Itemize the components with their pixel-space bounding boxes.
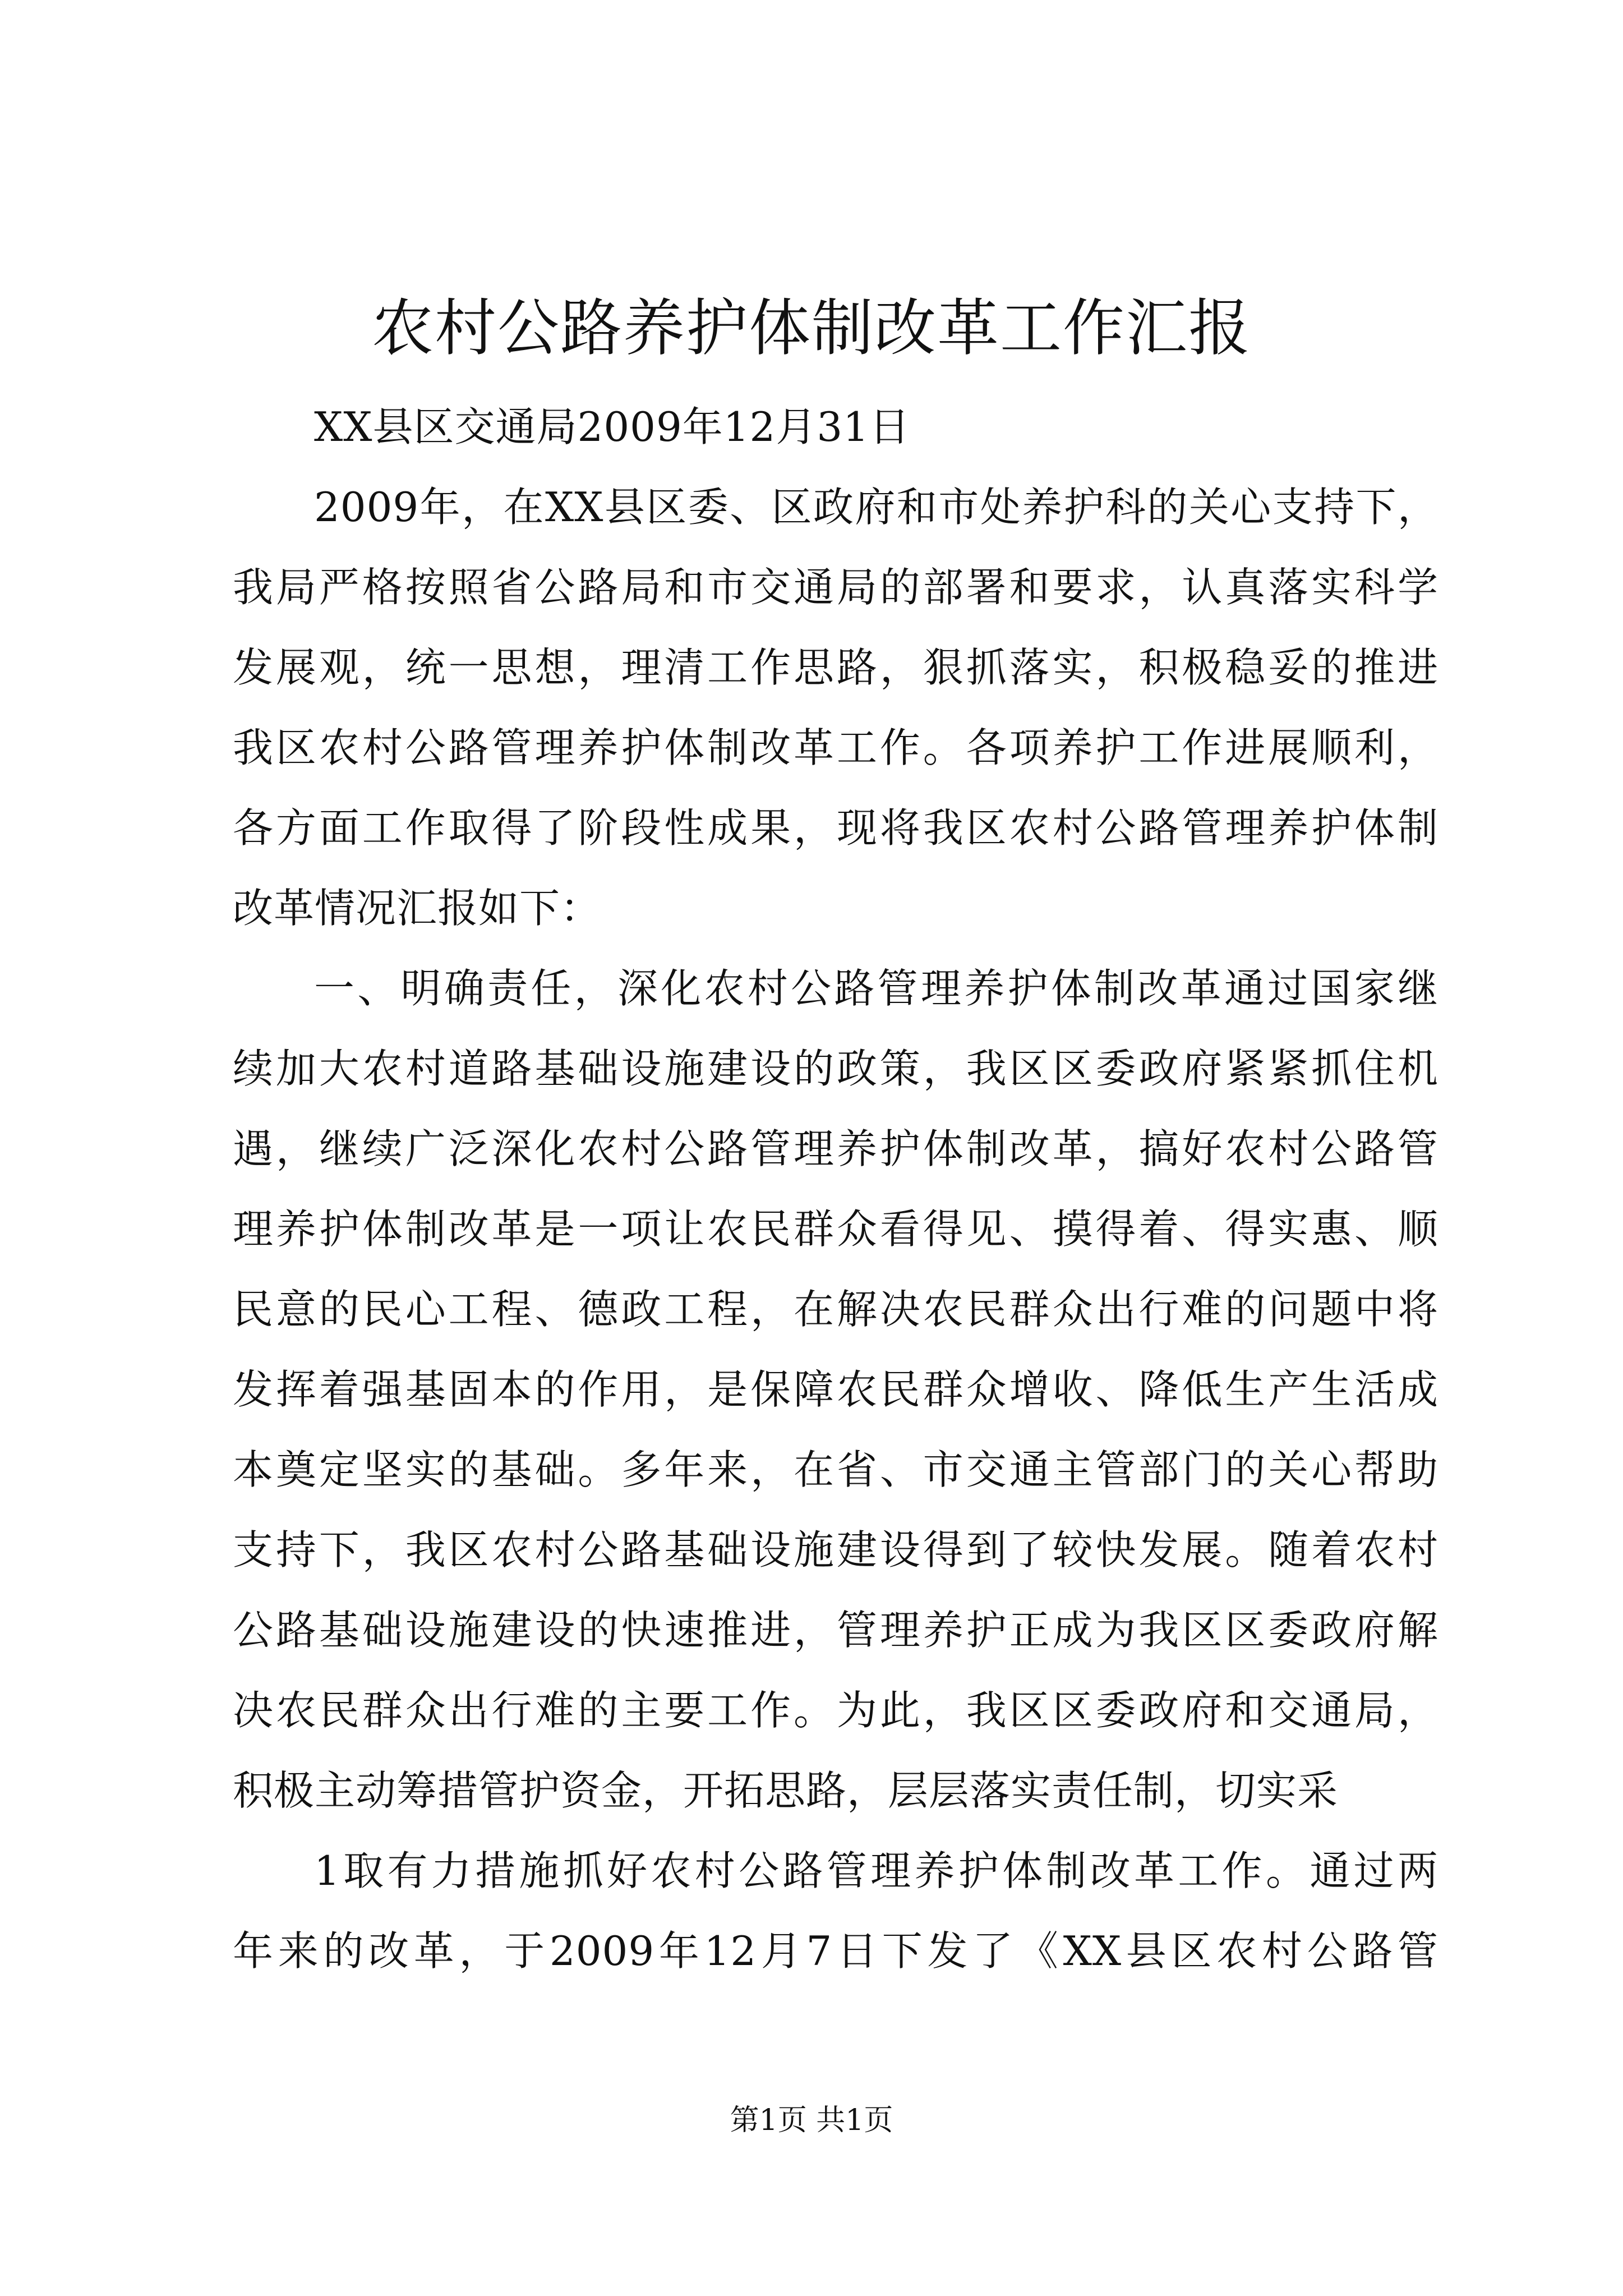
text-line: 发展观，统一思想，理清工作思路，狠抓落实，积极稳妥的推进 — [233, 644, 1438, 691]
text-line: 支持下，我区农村公路基础设施建设得到了较快发展。随着农村 — [233, 1526, 1438, 1573]
text-line: 一、明确责任，深化农村公路管理养护体制改革通过国家继 — [314, 965, 1438, 1012]
text-line: 发挥着强基固本的作用，是保障农民群众增收、降低生产生活成 — [233, 1366, 1438, 1413]
text-line: 公路基础设施建设的快速推进，管理养护正成为我区区委政府解 — [233, 1607, 1438, 1654]
text-line: 理养护体制改革是一项让农民群众看得见、摸得着、得实惠、顺 — [233, 1205, 1438, 1253]
text-line: 遇，继续广泛深化农村公路管理养护体制改革，搞好农村公路管 — [233, 1125, 1438, 1172]
text-line: XX县区交通局2009年12月31日 — [314, 403, 910, 450]
text-line: 民意的民心工程、德政工程，在解决农民群众出行难的问题中将 — [233, 1286, 1438, 1333]
text-line: 年来的改革，于2009年12月7日下发了《XX县区农村公路管 — [233, 1927, 1438, 1975]
document-title: 农村公路养护体制改革工作汇报 — [372, 292, 1251, 364]
document-body — [233, 387, 1438, 1991]
text-line: 决农民群众出行难的主要工作。为此，我区区委政府和交通局， — [233, 1687, 1438, 1734]
text-line: 改革情况汇报如下： — [233, 885, 602, 932]
text-line: 1取有力措施抓好农村公路管理养护体制改革工作。通过两 — [314, 1847, 1438, 1894]
page-footer: 第1页 共1页 — [730, 2104, 893, 2137]
text-line: 续加大农村道路基础设施建设的政策，我区区委政府紧紧抓住机 — [233, 1045, 1438, 1092]
text-line: 我局严格按照省公路局和市交通局的部署和要求，认真落实科学 — [233, 564, 1438, 611]
text-line: 积极主动筹措管护资金，开拓思路，层层落实责任制，切实采 — [233, 1767, 1339, 1814]
text-line: 2009年，在XX县区委、区政府和市处养护科的关心支持下， — [314, 484, 1438, 531]
text-line: 本奠定坚实的基础。多年来，在省、市交通主管部门的关心帮助 — [233, 1446, 1438, 1493]
text-line: 我区农村公路管理养护体制改革工作。各项养护工作进展顺利， — [233, 724, 1438, 771]
text-line: 各方面工作取得了阶段性成果，现将我区农村公路管理养护体制 — [233, 804, 1438, 852]
